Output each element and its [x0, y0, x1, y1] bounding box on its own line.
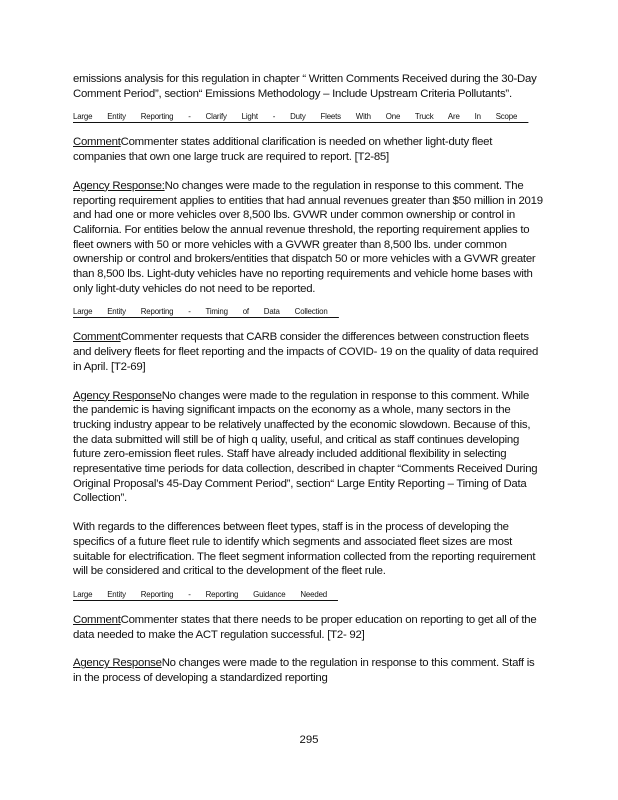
section-heading: Large Entity Reporting - Clarify Light - Duty Fleets With One Truck Are In Scope [73, 111, 528, 123]
response-paragraph [73, 179, 543, 297]
comment-text: Commenter states that there needs to be proper education on reporting to get all of the data needed to make the ACT regulation successful. [T2- 92] [73, 613, 537, 641]
response-text: No changes were made to the regulation in response to this comment. While the pandemic is having significant impacts on the economy as a whole, many sectors in the trucking industry appear to be relatively unaffected by the economic slowdown. Because of this, the data submitted will still be of high q uality, useful, and critical as staff continues developing future zero-emission fleet rules. Staff have already included additional flexibility in selecting representative time periods for data collection, described in chapter “Comments Received During Original Proposal’s 45-Day Comment Period”, section“ Large Entity Reporting – Timing of Data Collection”. [73, 389, 538, 505]
section-heading: Large Entity Reporting - Timing of Data Collection [73, 306, 339, 318]
response-paragraph [73, 389, 543, 507]
response-paragraph-2: With regards to the differences between fleet types, staff is in the process of developing the specifics of a future fleet rule to identify which segments and associated fleet sizes are most suitable for electrification. The fleet segment information collected from the reporting requirement will be considered and critical to the development of the fleet rule. [73, 521, 536, 578]
comment-paragraph [73, 330, 543, 374]
comment-label: Comment [73, 136, 121, 149]
comment-paragraph [73, 135, 543, 164]
section-heading: Large Entity Reporting - Reporting Guidance Needed [73, 589, 338, 601]
comment-label: Comment [73, 331, 121, 344]
section-clarify-light-duty [73, 101, 543, 296]
comment-label: Comment [73, 613, 121, 626]
comment-text: Commenter states additional clarification is needed on whether light-duty fleet companies that own one large truck are required to report. [T2-85] [73, 136, 493, 164]
comment-paragraph [73, 613, 543, 642]
section-reporting-guidance [73, 579, 543, 686]
document-body [73, 72, 543, 686]
section-timing-data-collection [73, 296, 543, 579]
intro-paragraph: emissions analysis for this regulation in chapter “ Written Comments Received during the 30-Day Comment Period”, section“ Emissions Methodology – Include Upstream Criteria Pollutants”. [73, 73, 537, 100]
response-label: Agency Response [73, 657, 162, 670]
response-text: No changes were made to the regulation in response to this comment. The reporting requirement applies to entities that had annual revenues greater than $50 million in 2019 and had one or more vehicles over 8,500 lbs. GVWR under common ownership or control in California. For entities below the annual revenue threshold, the reporting requirement applies to fleet owners with 50 or more vehicles with a GVWR greater than 8,500 lbs. under common ownership or control and brokers/entities that dispatch 50 or more vehicles with a GVWR greater than 8,500 lbs. Light-duty vehicles have no reporting requirements and vehicle home bases with only light-duty vehicles do not need to be reported. [73, 179, 543, 295]
response-label: Agency Response [73, 389, 162, 402]
response-label: Agency Response: [73, 179, 165, 192]
page-number: 295 [299, 734, 319, 746]
response-paragraph [73, 656, 543, 685]
comment-text: Commenter requests that CARB consider the differences between construction fleets and delivery fleets for fleet reporting and the impacts of COVID- 19 on the quality of data required in April. [T2-69] [73, 331, 539, 373]
response-text: No changes were made to the regulation in response to this comment. Staff is in the process of developing a standardized reporting [73, 657, 535, 685]
